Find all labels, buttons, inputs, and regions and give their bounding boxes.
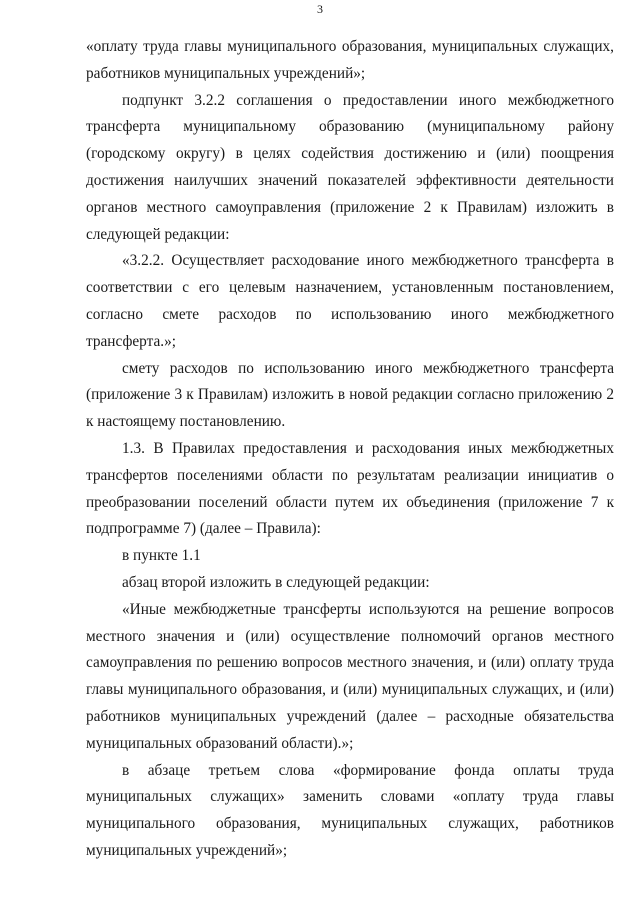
paragraph-3: «3.2.2. Осуществляет расходование иного межбюджетного трансферта в соответствии с его целевым назначением, установленным постановлением, согласно смете расходов по использованию иного межбюджетного трансферта.»; bbox=[86, 252, 614, 350]
paragraph-7: абзац второй изложить в следующей редакции: bbox=[122, 573, 430, 591]
paragraph-4: смету расходов по использованию иного межбюджетного трансферта (приложение 3 к Правилам) изложить в новой редакции согласно приложению 2 к настоящему постановлению. bbox=[86, 359, 614, 431]
page-number: 3 bbox=[317, 2, 323, 16]
paragraph-2: подпункт 3.2.2 соглашения о предоставлении иного межбюджетного трансферта муниципальному образованию (муниципальному району (городскому округу) в целях содействия достижению и (или) поощрения достижения наилучших значений показателей эффективности деятельности органов местного самоуправления (приложение 2 к Правилам) изложить в следующей редакции: bbox=[86, 91, 614, 243]
document-body bbox=[86, 34, 614, 865]
paragraph-5: 1.3. В Правилах предоставления и расходования иных межбюджетных трансфертов поселениями области по результатам реализации инициатив о преобразовании поселений области путем их объединения (приложение 7 к подпрограмме 7) (далее – Правила): bbox=[86, 439, 614, 538]
paragraph-8: «Иные межбюджетные трансферты используются на решение вопросов местного значения и (или) осуществление полномочий органов местного самоуправления по решению вопросов местного значения, и (или) оплату труда главы муниципального образования, и (или) муниципальных служащих, и (или) работников муниципальных учреждений (далее – расходные обязательства муниципальных образований области).»; bbox=[86, 600, 614, 752]
paragraph-1: «оплату труда главы муниципального образования, муниципальных служащих, работников муниципальных учреждений»; bbox=[86, 38, 614, 82]
paragraph-6: в пункте 1.1 bbox=[122, 547, 201, 565]
paragraph-9: в абзаце третьем слова «формирование фонда оплаты труда муниципальных служащих» заменить словами «оплату труда главы муниципального образования, муниципальных служащих, работников муниципальных учреждений»; bbox=[86, 761, 614, 859]
